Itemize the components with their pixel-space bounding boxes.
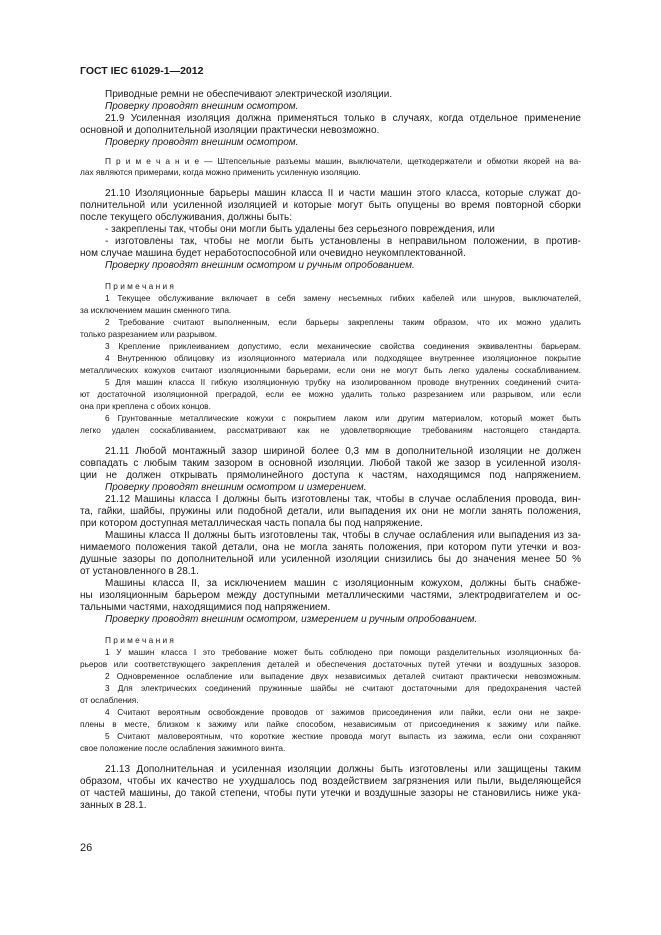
text-line: 21.10 Изоляционные барьеры машин класса II и части машин этого класса, которые служат до- (105, 188, 581, 199)
text-line: 3 Крепление приклеиванием допустимо, если механические свойства соединения эквивалентны барьерам. (105, 341, 581, 351)
text-line: нимаемого положения такой детали, она не могла занять положения, при котором пути утечки и воз- (80, 542, 581, 553)
text-line: та, гайки, шайбы, пружины или подобной детали, или выпадения их они не могли занять положения, (80, 506, 581, 517)
text-line: 4 Считают вероятным освобождение проводов от зажимов присоединения или пайки, если они не закре- (105, 707, 581, 717)
text-line: П р и м е ч а н и е — Штепсельные разъемы машин, выключатели, щеткодержатели и обмотки якорей на ва- (105, 156, 581, 166)
text-line: совпадать с любым таким зазором в основной изоляции. Любой такой же зазор в усиленной изоля- (80, 458, 581, 469)
text-line: 21.13 Дополнительная и усиленная изоляции должны быть изготовлены или защищены таким (105, 764, 581, 775)
text-line: от ослабления. (80, 695, 139, 705)
text-line: она при креплена с обоих концов. (80, 401, 211, 411)
text-line: плены в месте, близком к зажиму или пайке способом, независимым от присоединения к зажиму или пайке. (80, 719, 581, 729)
text-line: ции не должен открывать прямолинейного доступа к частям, находящимся под напряжением. (80, 470, 581, 481)
text-line: 4 Внутреннюю облицовку из изоляционного материала или подходящее внутреннее изоляционное покрытие (105, 353, 581, 363)
text-line: 6 Грунтованные металлические кожухи с покрытием лаком или другим материалом, который может быть (105, 413, 581, 423)
text-line: Машины класса II должны быть изготовлены так, чтобы в случае ослабления или выпадения из за- (105, 530, 581, 541)
text-line: ны изоляционным барьером между доступными металлическими частями, электродвигателем и ос- (80, 590, 581, 601)
text-line: от установленного в 28.1. (80, 566, 199, 577)
text-line: после текущего обслуживания, должны быть: (80, 212, 293, 223)
text-line: полнительной или усиленной изоляцией и которые могут быть опущены во время повторной сборки (80, 200, 581, 211)
text-line: 1 Текущее обслуживание включает в себя замену несъемных гибких кабелей или шнуров, выключателей, (105, 293, 581, 303)
text-line: тальными частями, находящимися под напряжением. (80, 602, 331, 613)
text-line: 21.12 Машины класса I должны быть изготовлены так, чтобы в случае ослабления провода, вин- (105, 494, 581, 505)
text-line: от частей машины, до такой степени, чтобы пути утечки и воздушные зазоры не становились ниже ука- (80, 788, 581, 799)
text-line: Проверку проводят внешним осмотром. (105, 137, 299, 148)
text-line: Проверку проводят внешним осмотром. (105, 101, 299, 112)
text-line: лах являются примерами, когда можно применить усиленную изоляцию. (80, 167, 361, 177)
text-line: образом, чтобы их качество не ухудшалось под воздействием загрязнения или пыли, выделяющейся (80, 776, 581, 787)
text-line: Приводные ремни не обеспечивают электрической изоляции. (105, 89, 393, 100)
standard-header: ГОСТ IEC 61029-1—2012 (80, 65, 204, 77)
text-line: ют достаточной изоляционной преградой, если ее можно удалить только разрезанием или разрывом, или если (80, 389, 581, 399)
text-line: свое положение после ослабления зажимного винта. (80, 743, 286, 753)
text-line: 21.9 Усиленная изоляция должна применяться только в случаях, когда отдельное применение (105, 113, 581, 124)
text-line: - закреплены так, чтобы они могли быть удалены без серьезного повреждения, или (105, 224, 495, 235)
text-line: Проверку проводят внешним осмотром и измерением. (105, 482, 367, 493)
text-line: душные зазоры по дополнительной или усиленной изоляции снизились бы до значения менее 50 % (80, 554, 581, 565)
text-line: рьеров или соответствующего закрепления деталей и обеспечения достаточных путей утечки и воздушных зазоров. (80, 659, 581, 669)
text-line: 21.11 Любой монтажный зазор шириной более 0,3 мм в дополнительной изоляции не должен (105, 446, 581, 457)
text-line: только разрезанием или разрывом. (80, 329, 218, 339)
text-line: П р и м е ч а н и я (105, 635, 174, 645)
text-line: - изготовлены так, чтобы не могли быть установлены в неправильном положении, в против- (105, 236, 581, 247)
text-line: Машины класса II, за исключением машин с изоляционным кожухом, должны быть снабже- (105, 578, 581, 589)
text-line: за исключением машин сменного типа. (80, 305, 232, 315)
text-line: 2 Требование считают выполненным, если барьеры закреплены таким образом, что их можно удалить (105, 317, 581, 327)
text-line: ном случае машина будет неработоспособной или очевидно неукомплектованной. (80, 248, 466, 259)
text-line: П р и м е ч а н и я (105, 281, 174, 291)
text-line: при котором доступная металлическая часть попала бы под напряжение. (80, 518, 423, 529)
text-line: 2 Одновременное ослабление или выпадение двух независимых деталей считают практически невозможным. (105, 671, 581, 681)
text-line: 3 Для электрических соединений пружинные шайбы не считают достаточными для предохранения частей (105, 683, 581, 693)
text-line: 5 Для машин класса II гибкую изоляционную трубку на изолированном проводе внутренних соединений счита- (105, 377, 581, 387)
text-line: Проверку проводят внешним осмотром, измерением и ручным опробованием. (105, 614, 478, 625)
text-line: металлических кожухов считают изоляционными барьерами, если они не могут быть легко удалены соскабливанием. (80, 365, 581, 375)
page-number: 26 (80, 842, 93, 854)
text-line: занных в 28.1. (80, 800, 147, 811)
text-line: 1 У машин класса I это требование может быть соблюдено при помощи разделительных изоляционных ба- (105, 647, 581, 657)
text-line: легко удален соскабливанием, рассматривают как не удовлетворяющие требованиям настоящего стандарта. (80, 425, 581, 435)
text-line: основной и дополнительной изоляции практически невозможно. (80, 125, 380, 136)
text-line: Проверку проводят внешним осмотром и ручным опробованием. (105, 260, 415, 271)
text-line: 5 Считают маловероятным, что короткие жесткие провода могут выпасть из зажима, если они сохраняют (105, 731, 581, 741)
